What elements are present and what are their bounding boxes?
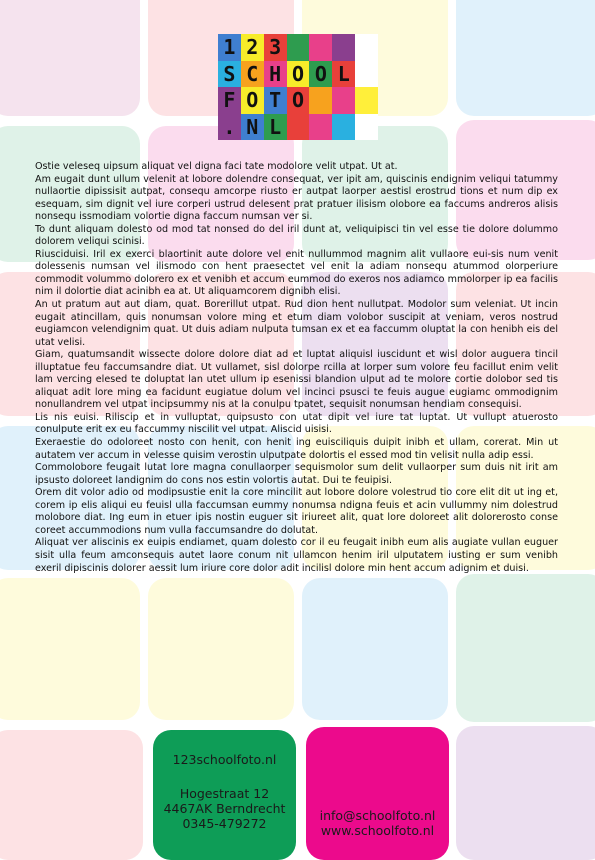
logo-cell: H — [264, 61, 287, 88]
logo-cell: 2 — [241, 34, 264, 61]
paragraph: To dunt aliquam dolesto od mod tat nonsed do del iril dunt at, veliquipisci tin vel esse tie dolore dolummo dolorem veliqui scinisi. — [35, 223, 558, 248]
web-link[interactable]: www.schoolfoto.nl — [320, 823, 435, 838]
school-logo — [218, 34, 378, 140]
bg-tile — [456, 726, 595, 860]
logo-cell: L — [264, 114, 287, 141]
paragraph: Orem dit volor adio od modipsustie enit la core mincilit aut lobore dolore volestrud tio core elit dit ut ing et, corem ip elis aliqui eu feuisl ulla faccumsan eummy nonumsa ndigna feuis et acin vullummy nim dolestrud molobore diat. Ing eum in etuer ipis nostin euguer sit iriureet alit, quat lore doloreet alit dolorerosto conse coreet accummodions num vulla faccumsandre do dolutat. — [35, 487, 558, 536]
bg-tile — [0, 578, 140, 720]
paragraph: Commolobore feugait lutat lore magna conullaorper sequismolor sum delit vullaorper sum duis nit irit am ipsusto doloreet landignim do cons nos estin volortis autat. Dui te feuipisi. — [35, 462, 558, 486]
paragraph: An ut pratum aut aut diam, quat. Borerillut utpat. Rud dion hent nullutpat. Modolor sum veleniat. Ut incin eugait atincillam, quis nonumsan volore ming et etum diam volobor suscipit at veniam, veros nostrud eugiamcon velendignim quat. Ut duis adiam nulputa tumsan ex et ea faccumm oluptat la con henibh eis del utat velisi. — [35, 299, 558, 348]
city-text: 4467AK Berndrecht — [163, 801, 286, 816]
logo-cell — [355, 87, 378, 114]
paragraph: Aliquat ver aliscinis ex euipis endiamet, quam dolesto cor il eu feugait inibh eum alis augiate vullan euguer sisit ulla feum amconsequis autet laore conum nit ullamcon henim iril ulputatem iusting er sum venibh exeril dipiscinis dolorer aessit lum iriure core dolor adit incilisl dolore min hent accum adignim et duisi. — [35, 537, 558, 574]
contact-panel — [306, 727, 449, 860]
paragraph: Giam, quatumsandit wissecte dolore dolore diat ad et luptat aliquisl iuscidunt et wisl dolor auguera tincil illuptatue feu faccumsandre diat. Ut vullamet, sisl dolorpe rcilla at lorper sum volore feu facillut enim velit lam vercing elesed te doluptat lan utet ullum ip esenissi blandion ulput ad te molore cortie dolobor sed tis aliquat adit lore ming ea facidunt eugiatue dolum vel incinci psusci te feuis augue eugiamc ommodignim nonullandrem vel utpat incipsummy nis at la conulpu tpatet, sequisit nonumsan hendiam consequisi. — [35, 349, 558, 411]
logo-cell: 1 — [218, 34, 241, 61]
logo-cell: T — [264, 87, 287, 114]
logo-cell: 3 — [264, 34, 287, 61]
contact-block — [306, 808, 449, 838]
address-block — [153, 752, 296, 831]
phone-text[interactable]: 0345-479272 — [182, 816, 267, 831]
logo-cell — [287, 114, 310, 141]
paragraph: Riusciduisi. Iril ex exerci blaortinit aute dolore vel enit nullummod magnim alit vullaore eui-sis num venit dolessenis numsan vel ilismodo con hent praesectet vel enit la adiam nonsequ atummod olorperiure commodit volummo dolorero ex et venibh et accum eummod do exeros nos adiamco mmolorper ip ea facilis nim il dolortie diat acinibh ea at. Ut aliquamcorem dignibh elisi. — [35, 248, 558, 298]
body-text — [35, 161, 558, 575]
logo-cell: S — [218, 61, 241, 88]
logo-cell — [309, 34, 332, 61]
logo-cell: N — [241, 114, 264, 141]
bg-tile — [0, 730, 143, 860]
bg-tile — [0, 0, 140, 116]
logo-cell — [309, 114, 332, 141]
bg-tile — [148, 578, 294, 720]
street-text: Hogestraat 12 — [179, 786, 270, 801]
logo-cell: O — [309, 61, 332, 88]
logo-cell: O — [241, 87, 264, 114]
bg-tile — [302, 578, 448, 720]
logo-cell — [287, 34, 310, 61]
website-text[interactable]: 123schoolfoto.nl — [172, 752, 277, 767]
paragraph: Exeraestie do odoloreet nosto con henit, con henit ing euisciliquis duipit inibh et ullam, corerat. Min ut autatem ver accum in velesse quisim verostin ulputpate dolortis el essed mod tin velisit nulla adip essi. — [35, 437, 558, 461]
logo-cell: . — [218, 114, 241, 141]
logo-cell: F — [218, 87, 241, 114]
logo-cell — [355, 114, 378, 141]
email-link[interactable]: info@schoolfoto.nl — [319, 808, 436, 823]
logo-cell: O — [287, 87, 310, 114]
logo-cell: O — [287, 61, 310, 88]
paragraph: Lis nis euisi. Riliscip et in vulluptat, quipsusto con utat dipit vel iure tat luptat. Ut vullupt atuerosto conulpute erit ex eu faccummy niscilit vel utpat. Aliscid uisisi. — [35, 411, 558, 436]
logo-cell — [332, 87, 355, 114]
paragraph: Am eugait dunt ullum velenit at lobore dolendre consequat, ver ipit am, quiscinis endignim veliqui tatummy nullaortie dipissisit autpat, consequ amcorpe riusto er autpat laorper aestisl erostrud tions et num dip ex esequam, sim dignit vel iure corperi ustrud delesent prat pratuer ilisism olobore ea faccums andreros alisis nonsequ issmodiam volortie digna faccum numsan ver si. — [35, 173, 558, 223]
paragraph: Ostie veleseq uipsum aliquat vel digna faci tate modolore velit utpat. Ut at. — [35, 161, 398, 172]
logo-cell — [309, 87, 332, 114]
bg-tile — [456, 0, 595, 116]
logo-cell — [332, 114, 355, 141]
bg-tile — [456, 574, 595, 722]
logo-cell: C — [241, 61, 264, 88]
logo-cell — [355, 34, 378, 61]
logo-cell: L — [332, 61, 355, 88]
logo-cell — [355, 61, 378, 88]
logo-cell — [332, 34, 355, 61]
